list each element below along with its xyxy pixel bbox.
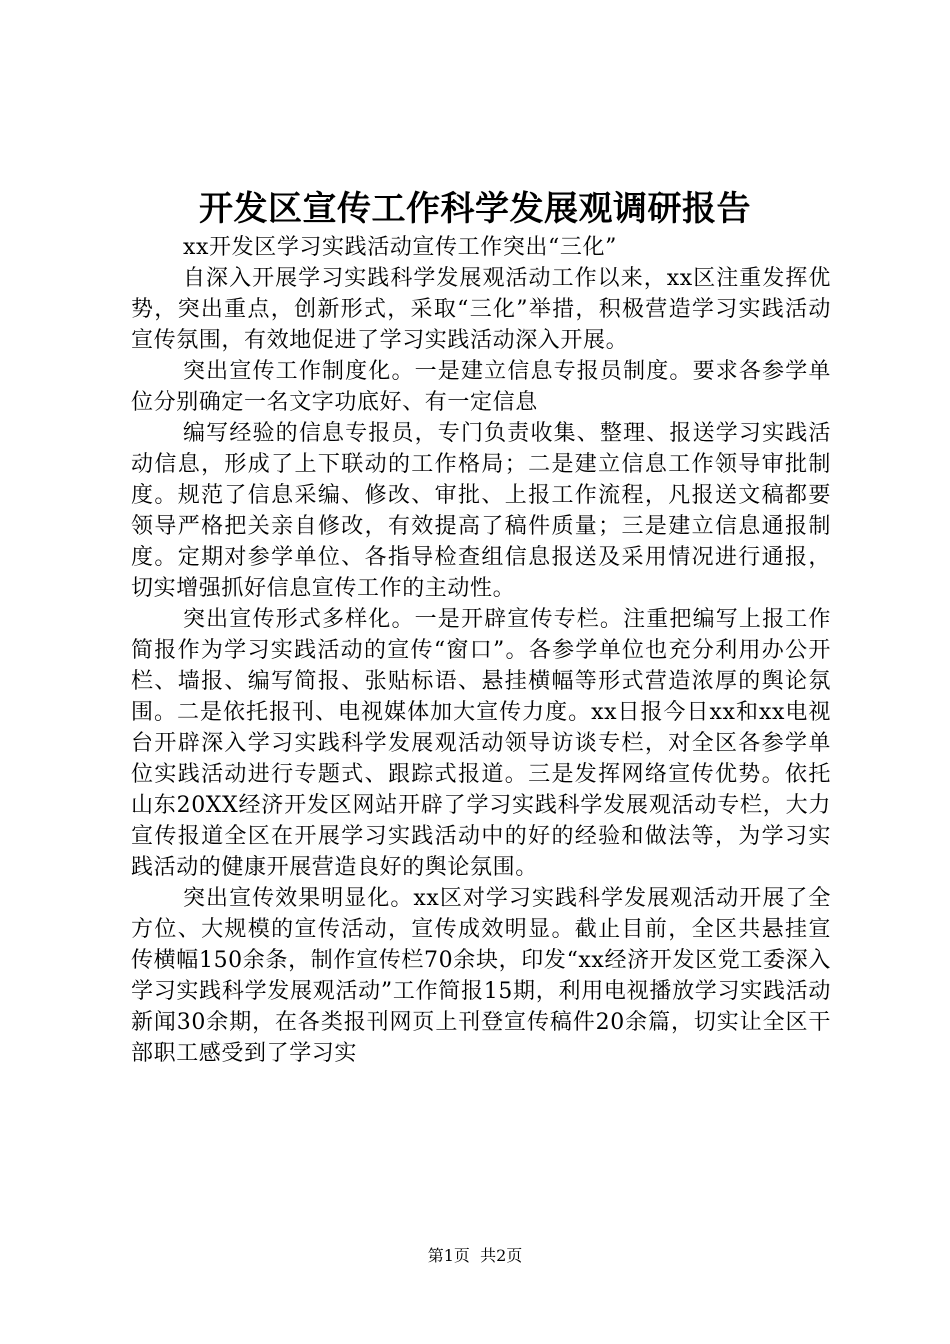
page-total: 共2页 bbox=[480, 1246, 523, 1265]
paragraph-effectiveness: 突出宣传效果明显化。xx区对学习实践科学发展观活动开展了全方位、大规模的宣传活动，宣传成效明显。截止目前，全区共悬挂宣传横幅150余条，制作宣传栏70余块，印发“xx经济开发区党工委深入学习实践科学发展观活动”工作简报15期，利用电视播放学习实践活动新闻30余期，在各类报刊网页上刊登宣传稿件20余篇，切实让全区干部职工感受到了学习实 bbox=[131, 886, 831, 1066]
paragraph-subtitle: xx开发区学习实践活动宣传工作突出“三化” bbox=[183, 235, 617, 260]
footer-separator bbox=[470, 1246, 480, 1265]
page-footer bbox=[0, 1245, 950, 1267]
paragraph-intro: 自深入开展学习实践科学发展观活动工作以来，xx区注重发挥优势，突出重点，创新形式，采取“三化”举措，积极营造学习实践活动宣传氛围，有效地促进了学习实践活动深入开展。 bbox=[131, 266, 831, 353]
paragraph-institutionalization-cont: 编写经验的信息专报员，专门负责收集、整理、报送学习实践活动信息，形成了上下联动的工作格局；二是建立信息工作领导审批制度。规范了信息采编、修改、审批、上报工作流程，凡报送文稿都要领导严格把关亲自修改，有效提高了稿件质量；三是建立信息通报制度。定期对参学单位、各指导检查组信息报送及采用情况进行通报，切实增强抓好信息宣传工作的主动性。 bbox=[131, 421, 831, 601]
paragraph-institutionalization: 突出宣传工作制度化。一是建立信息专报员制度。要求各参学单位分别确定一名文字功底好、有一定信息 bbox=[131, 359, 831, 415]
paragraph-diversification: 突出宣传形式多样化。一是开辟宣传专栏。注重把编写上报工作简报作为学习实践活动的宣传“窗口”。各参学单位也充分利用办公开栏、墙报、编写简报、张贴标语、悬挂横幅等形式营造浓厚的舆论氛围。二是依托报刊、电视媒体加大宣传力度。xx日报今日xx和xx电视台开辟深入学习实践科学发展观活动领导访谈专栏，对全区各参学单位实践活动进行专题式、跟踪式报道。三是发挥网络宣传优势。依托山东20XX经济开发区网站开辟了学习实践科学发展观活动专栏，大力宣传报道全区在开展学习实践活动中的好的经验和做法等，为学习实践活动的健康开展营造良好的舆论氛围。 bbox=[131, 607, 831, 880]
page-number: 第1页 bbox=[427, 1246, 470, 1265]
document-body bbox=[131, 232, 831, 1069]
document-title: 开发区宣传工作科学发展观调研报告 bbox=[199, 189, 751, 229]
